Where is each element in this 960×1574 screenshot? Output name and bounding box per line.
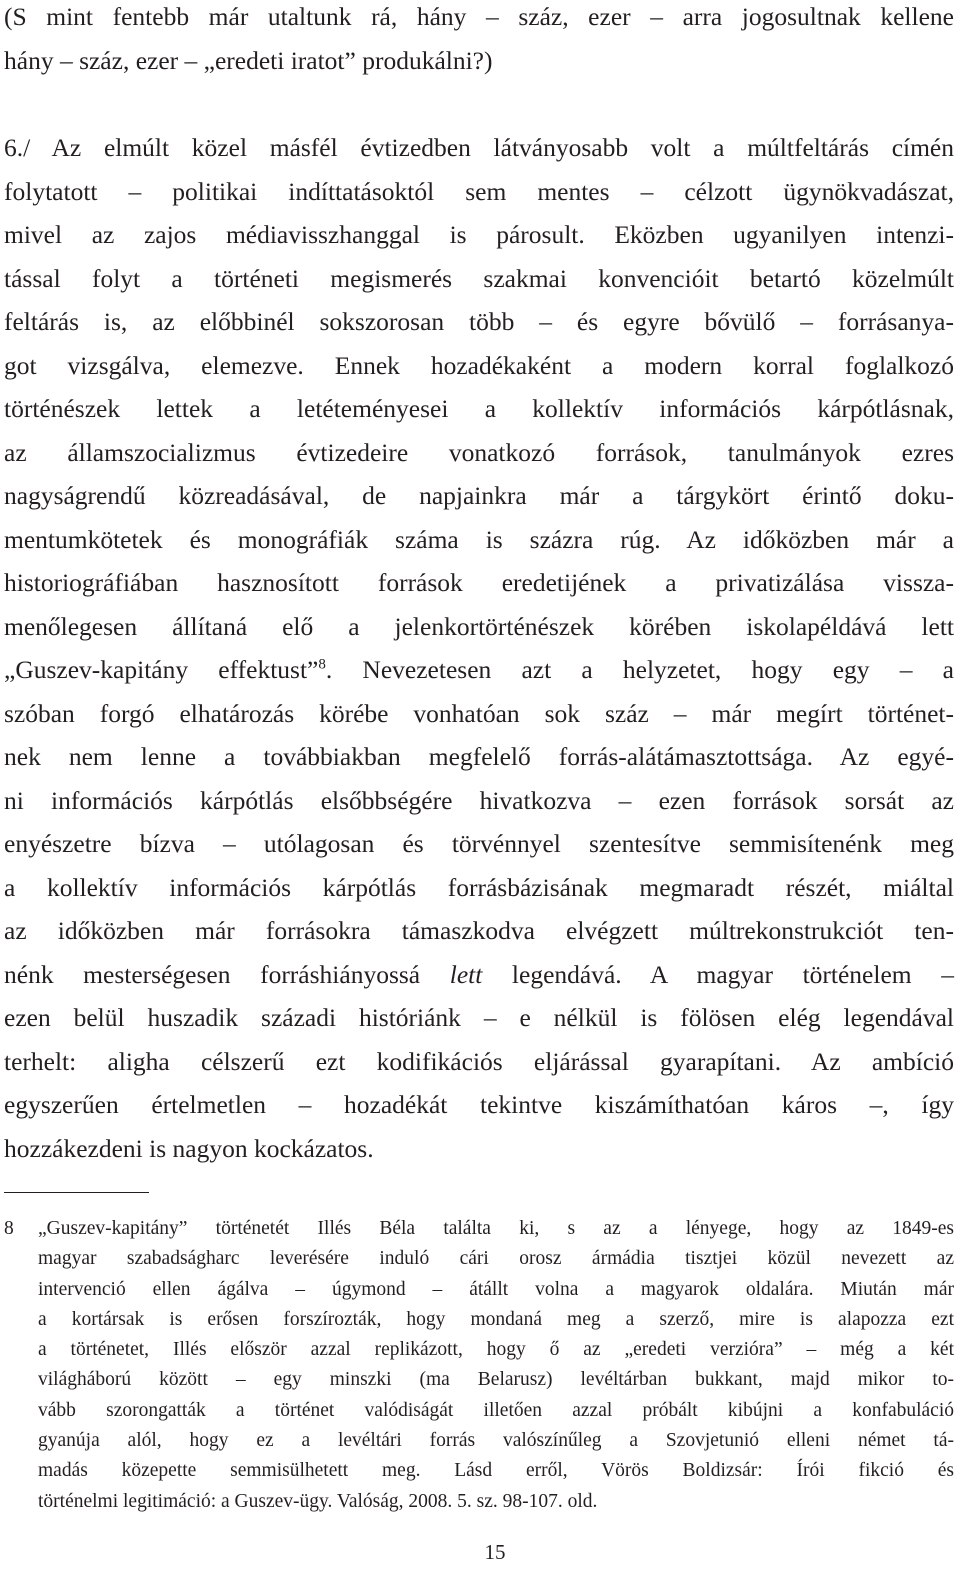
text-line: ezen belül huszadik századi históriánk – e nélkül is fölösen elég legendával <box>4 1003 954 1032</box>
italic-word: lett <box>449 959 483 989</box>
text-line: terhelt: aligha célszerű ezt kodifikációs eljárással gyarapítani. Az ambíció <box>4 1046 954 1076</box>
text-line: got vizsgálva, elemezve. Ennek hozadékaként a modern korral foglalkozó <box>4 350 954 380</box>
text-line: tással folyt a történeti megismerés szakmai konvencióit betartó közelmúlt <box>4 263 954 293</box>
text-line: történészek lettek a letéteményesei a kollektív információs kárpótlásnak, <box>4 394 954 423</box>
text-line: szóban forgó elhatározás körébe vonhatóan sok száz – már megírt történet- <box>4 698 954 728</box>
text-line: mentumkötetek és monográfiák száma is százra rúg. Az időközben már a <box>4 524 954 554</box>
text-line: enyészetre bízva – utólagosan és törvénnyel szentesítve semmisítenénk meg <box>4 829 954 858</box>
text-line: historiográfiában hasznosított források eredetijének a privatizálása vissza- <box>4 568 954 597</box>
text-line: (S mint fentebb már utaltunk rá, hány – száz, ezer – arra jogosultnak kellene <box>4 2 954 31</box>
footnote-line: a történetet, Illés először azzal replikázott, hogy ő az „eredeti verzióra” – még a két <box>38 1339 954 1361</box>
text-line-with-italic <box>4 953 954 997</box>
footnote-text <box>38 1214 954 1517</box>
text-fragment: . Nevezetesen azt a helyzetet, hogy egy – a <box>325 655 954 684</box>
footnote-number: 8 <box>4 1218 14 1239</box>
text-line: nagyságrendű közreadásával, de napjainkra már a tárgykört érintő doku- <box>4 481 954 510</box>
text-fragment: nénk mesterségesen forráshiányossá <box>4 959 450 989</box>
text-line: az időközben már forrásokra támaszkodva elvégzett múltrekonstrukciót ten- <box>4 916 954 945</box>
text-fragment: legendává. A magyar történelem – <box>482 959 954 989</box>
text-line: ni információs kárpótlás elsőbbségére hivatkozva – ezen források sorsát az <box>4 785 954 815</box>
text-line: az államszocializmus évtizedeire vonatkozó források, tanulmányok ezres <box>4 437 954 467</box>
footnote-line: „Guszev-kapitány” történetét Illés Béla találta ki, s az a lényege, hogy az 1849-es <box>38 1218 954 1239</box>
text-line: menőlegesen állítaná elő a jelenkortörténészek körében iskolapéldává lett <box>4 611 954 641</box>
text-line: nek nem lenne a továbbiakban megfelelő forrás-alátámasztottsága. Az egyé- <box>4 742 954 771</box>
text-line: a kollektív információs kárpótlás forrásbázisának megmaradt részét, miáltal <box>4 872 954 902</box>
footnote-divider <box>4 1192 149 1193</box>
quoted-term: „Guszev-kapitány effektust” <box>4 655 319 684</box>
text-line: hozzákezdeni is nagyon kockázatos. <box>4 1133 374 1163</box>
footnote-line: magyar szabadságharc leverésére induló cári orosz ármádia tisztjei közül nevezett az <box>38 1248 954 1270</box>
footnote-line: vább szorongatták a történet valódiságát illetően azzal próbált kibújni a konfabuláció <box>38 1399 954 1421</box>
text-line-with-footnote-ref <box>4 648 954 692</box>
text-line: egyszerűen értelmetlen – hozadékát tekintve kiszámíthatóan káros –, így <box>4 1090 954 1119</box>
page-number: 15 <box>484 1540 506 1564</box>
text-line: mivel az zajos médiavisszhanggal is párosult. Eközben ugyanilyen intenzi- <box>4 220 954 249</box>
footnote-line: a kortársak is erősen forszírozták, hogy mondaná meg a szerző, mire is alapozza ezt <box>38 1308 954 1330</box>
footnote-line: gyanúja alól, hogy ez a levéltári forrás valószínűleg a Szovjetunió elleni német tá- <box>38 1430 954 1452</box>
text-line: folytatott – politikai indíttatásoktól sem mentes – célzott ügynökvadászat, <box>4 176 954 206</box>
text-line: feltárás is, az előbbinél sokszorosan több – és egyre bővülő – forrásanya- <box>4 307 954 336</box>
text-line: hány – száz, ezer – „eredeti iratot” produkálni?) <box>4 45 493 75</box>
paragraph-intro <box>4 0 954 82</box>
footnote-line: madás közepette semmisülhetett meg. Lásd erről, Vörös Boldizsár: Írói fikció és <box>38 1460 954 1482</box>
footnote-line: világháború között – egy minszki (ma Belarusz) levéltárban bukkant, majd mikor to- <box>38 1369 954 1391</box>
paragraph-main <box>4 126 954 1170</box>
text-line: 6./ Az elmúlt közel másfél évtizedben látványosabb volt a múltfeltárás címén <box>4 133 954 162</box>
footnote-line: történelmi legitimáció: a Guszev-ügy. Valóság, 2008. 5. sz. 98-107. old. <box>38 1490 598 1512</box>
footnote-reference[interactable]: 8 <box>318 656 326 673</box>
footnote-line: intervenció ellen ágálva – úgymond – átállt volna a magyarok oldalára. Miután már <box>38 1278 954 1300</box>
